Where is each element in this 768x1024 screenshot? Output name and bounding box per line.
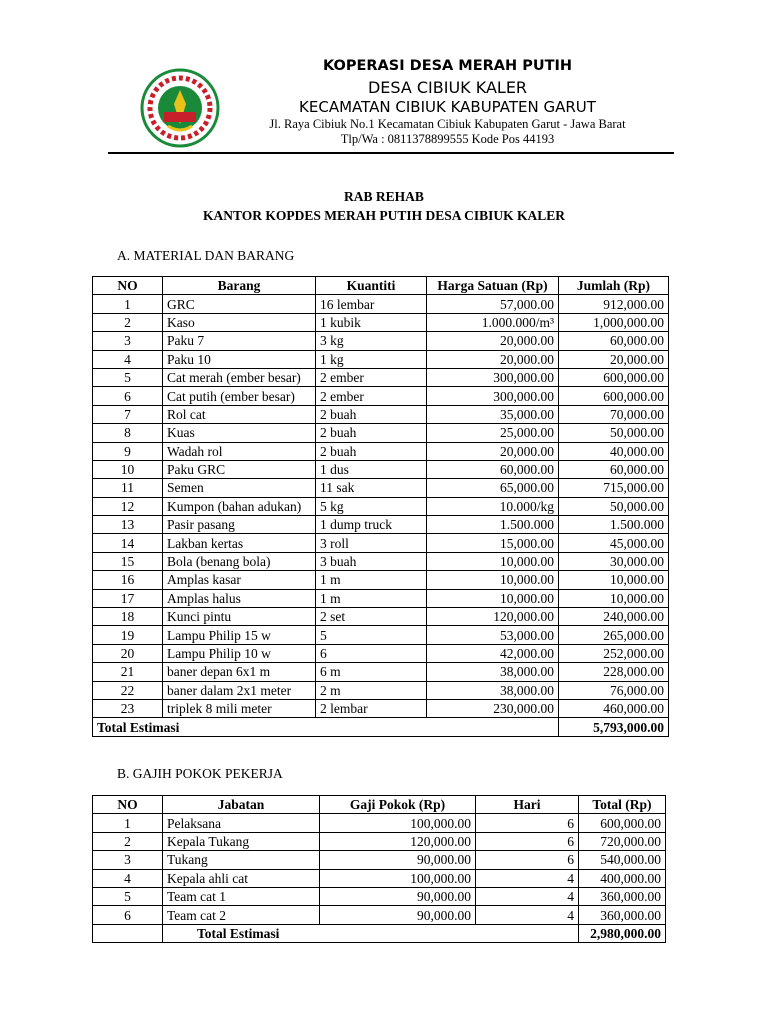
table-cell: 300,000.00	[427, 368, 559, 386]
total-label: Total Estimasi	[163, 924, 579, 942]
table-row	[93, 626, 669, 644]
table-cell: 600,000.00	[559, 387, 669, 405]
table-cell: 22	[93, 681, 163, 699]
table-row	[93, 295, 669, 313]
table-cell: 38,000.00	[427, 681, 559, 699]
table-cell: 2 buah	[316, 405, 427, 423]
table-cell: 20,000.00	[427, 350, 559, 368]
table-cell: 1.500.000	[559, 516, 669, 534]
table-row	[93, 869, 666, 887]
table-cell: 2 buah	[316, 424, 427, 442]
table-cell: 50,000.00	[559, 424, 669, 442]
table-cell: 10,000.00	[427, 571, 559, 589]
table-cell: 4	[93, 350, 163, 368]
table-cell: 6	[316, 644, 427, 662]
table-cell: 6	[93, 387, 163, 405]
table-cell: Cat putih (ember besar)	[163, 387, 316, 405]
section-b-heading: B. GAJIH POKOK PEKERJA	[117, 766, 283, 781]
table-cell: 3	[93, 332, 163, 350]
table-cell: 42,000.00	[427, 644, 559, 662]
table-cell: 11 sak	[316, 479, 427, 497]
table-cell: 21	[93, 663, 163, 681]
table-row	[93, 571, 669, 589]
total-value: 2,980,000.00	[579, 924, 666, 942]
table-cell: Kuas	[163, 424, 316, 442]
table-cell: 17	[93, 589, 163, 607]
table-cell: 1 m	[316, 589, 427, 607]
table-cell: 5	[93, 368, 163, 386]
table-cell: 1 dus	[316, 460, 427, 478]
table-cell: 90,000.00	[320, 851, 476, 869]
col-header: Total (Rp)	[579, 796, 666, 814]
table-cell: 57,000.00	[427, 295, 559, 313]
table-row	[93, 332, 669, 350]
table-cell: 50,000.00	[559, 497, 669, 515]
table-cell: 25,000.00	[427, 424, 559, 442]
total-row	[93, 718, 669, 736]
table-cell: 35,000.00	[427, 405, 559, 423]
table-cell: Lakban kertas	[163, 534, 316, 552]
table-cell: 23	[93, 699, 163, 717]
table-row	[93, 589, 669, 607]
table-row	[93, 887, 666, 905]
org-name: KOPERASI DESA MERAH PUTIH	[322, 58, 573, 74]
table-cell: 1.000.000/m³	[427, 313, 559, 331]
table-row	[93, 552, 669, 570]
table-row	[93, 424, 669, 442]
table-row	[93, 460, 669, 478]
table-cell: 13	[93, 516, 163, 534]
table-cell: Team cat 1	[163, 887, 320, 905]
empty-cell	[93, 924, 163, 942]
table-cell: 5 kg	[316, 497, 427, 515]
table-cell: Amplas kasar	[163, 571, 316, 589]
col-header: Barang	[163, 277, 316, 295]
table-row	[93, 663, 669, 681]
table-cell: 6	[476, 832, 579, 850]
table-cell: 460,000.00	[559, 699, 669, 717]
col-header: Jumlah (Rp)	[559, 277, 669, 295]
table-cell: 53,000.00	[427, 626, 559, 644]
table-cell: 16	[93, 571, 163, 589]
table-cell: Kepala ahli cat	[163, 869, 320, 887]
table-cell: 20,000.00	[559, 350, 669, 368]
table-row	[93, 387, 669, 405]
table-cell: baner dalam 2x1 meter	[163, 681, 316, 699]
table-header-row	[93, 277, 669, 295]
table-cell: 60,000.00	[559, 332, 669, 350]
table-cell: 30,000.00	[559, 552, 669, 570]
table-row	[93, 814, 666, 832]
section-a-heading: A. MATERIAL DAN BARANG	[117, 248, 295, 263]
table-cell: 2 buah	[316, 442, 427, 460]
table-cell: 38,000.00	[427, 663, 559, 681]
table-cell: 1 kubik	[316, 313, 427, 331]
table-cell: 2	[93, 832, 163, 850]
table-cell: triplek 8 mili meter	[163, 699, 316, 717]
table-row	[93, 368, 669, 386]
table-cell: 2 set	[316, 608, 427, 626]
table-cell: Paku 10	[163, 350, 316, 368]
table-cell: 65,000.00	[427, 479, 559, 497]
table-row	[93, 405, 669, 423]
table-cell: 6	[476, 814, 579, 832]
table-cell: 14	[93, 534, 163, 552]
table-cell: 912,000.00	[559, 295, 669, 313]
table-cell: 1 m	[316, 571, 427, 589]
doc-subtitle: KANTOR KOPDES MERAH PUTIH DESA CIBIUK KALER	[202, 208, 566, 223]
table-cell: 240,000.00	[559, 608, 669, 626]
table-row	[93, 906, 666, 924]
table-cell: 45,000.00	[559, 534, 669, 552]
table-cell: 3	[93, 851, 163, 869]
material-table	[92, 276, 669, 737]
table-cell: 20	[93, 644, 163, 662]
table-cell: 2	[93, 313, 163, 331]
table-cell: 300,000.00	[427, 387, 559, 405]
table-cell: 10,000.00	[427, 589, 559, 607]
table-cell: 70,000.00	[559, 405, 669, 423]
table-cell: GRC	[163, 295, 316, 313]
table-header-row	[93, 796, 666, 814]
table-cell: 1.500.000	[427, 516, 559, 534]
table-cell: 120,000.00	[427, 608, 559, 626]
table-cell: 3 buah	[316, 552, 427, 570]
table-cell: 5	[93, 887, 163, 905]
table-cell: 20,000.00	[427, 442, 559, 460]
table-cell: 90,000.00	[320, 906, 476, 924]
district-name: KECAMATAN CIBIUK KABUPATEN GARUT	[299, 98, 596, 116]
table-cell: Paku 7	[163, 332, 316, 350]
table-cell: 60,000.00	[427, 460, 559, 478]
table-row	[93, 608, 669, 626]
table-cell: 2 ember	[316, 368, 427, 386]
table-cell: 9	[93, 442, 163, 460]
col-header: Harga Satuan (Rp)	[427, 277, 559, 295]
table-cell: 1 dump truck	[316, 516, 427, 534]
table-cell: 8	[93, 424, 163, 442]
table-cell: 600,000.00	[579, 814, 666, 832]
table-cell: 1,000,000.00	[559, 313, 669, 331]
table-cell: 20,000.00	[427, 332, 559, 350]
table-cell: Pelaksana	[163, 814, 320, 832]
table-row	[93, 534, 669, 552]
table-row	[93, 644, 669, 662]
table-row	[93, 851, 666, 869]
table-row	[93, 442, 669, 460]
salary-table	[92, 795, 666, 943]
table-row	[93, 479, 669, 497]
table-row	[93, 681, 669, 699]
table-cell: 10,000.00	[559, 589, 669, 607]
table-cell: 2 lembar	[316, 699, 427, 717]
table-row	[93, 832, 666, 850]
table-cell: Lampu Philip 10 w	[163, 644, 316, 662]
table-cell: 15	[93, 552, 163, 570]
table-row	[93, 313, 669, 331]
contact-line: Tlp/Wa : 0811378899555 Kode Pos 44193	[340, 132, 555, 146]
table-cell: 12	[93, 497, 163, 515]
table-cell: 228,000.00	[559, 663, 669, 681]
table-cell: Lampu Philip 15 w	[163, 626, 316, 644]
table-cell: 2 ember	[316, 387, 427, 405]
table-cell: 10	[93, 460, 163, 478]
table-row	[93, 350, 669, 368]
col-header: Kuantiti	[316, 277, 427, 295]
table-cell: 5	[316, 626, 427, 644]
col-header: Jabatan	[163, 796, 320, 814]
table-cell: 7	[93, 405, 163, 423]
table-cell: Kaso	[163, 313, 316, 331]
col-header: NO	[93, 277, 163, 295]
table-cell: 540,000.00	[579, 851, 666, 869]
table-cell: Kumpon (bahan adukan)	[163, 497, 316, 515]
table-cell: 6	[93, 906, 163, 924]
koperasi-logo	[140, 68, 220, 148]
table-cell: 720,000.00	[579, 832, 666, 850]
table-cell: 230,000.00	[427, 699, 559, 717]
table-cell: Amplas halus	[163, 589, 316, 607]
table-cell: Semen	[163, 479, 316, 497]
table-cell: Kunci pintu	[163, 608, 316, 626]
table-cell: 6 m	[316, 663, 427, 681]
total-value: 5,793,000.00	[559, 718, 669, 736]
table-cell: 4	[476, 869, 579, 887]
table-cell: 4	[476, 906, 579, 924]
table-cell: 400,000.00	[579, 869, 666, 887]
table-cell: 1 kg	[316, 350, 427, 368]
header-divider	[108, 152, 674, 154]
table-cell: 1	[93, 295, 163, 313]
total-row	[93, 924, 666, 942]
address-line: Jl. Raya Cibiuk No.1 Kecamatan Cibiuk Kabupaten Garut - Jawa Barat	[269, 117, 626, 131]
table-cell: baner depan 6x1 m	[163, 663, 316, 681]
table-cell: Pasir pasang	[163, 516, 316, 534]
col-header: Hari	[476, 796, 579, 814]
table-cell: 40,000.00	[559, 442, 669, 460]
table-cell: 600,000.00	[559, 368, 669, 386]
table-cell: 252,000.00	[559, 644, 669, 662]
table-cell: 3 kg	[316, 332, 427, 350]
table-cell: 16 lembar	[316, 295, 427, 313]
table-cell: 360,000.00	[579, 906, 666, 924]
table-cell: 11	[93, 479, 163, 497]
table-cell: 10,000.00	[559, 571, 669, 589]
table-cell: Bola (benang bola)	[163, 552, 316, 570]
table-cell: 3 roll	[316, 534, 427, 552]
table-cell: Rol cat	[163, 405, 316, 423]
table-cell: Paku GRC	[163, 460, 316, 478]
village-name: DESA CIBIUK KALER	[367, 78, 528, 97]
table-row	[93, 699, 669, 717]
col-header: Gaji Pokok (Rp)	[320, 796, 476, 814]
table-cell: 265,000.00	[559, 626, 669, 644]
table-cell: Tukang	[163, 851, 320, 869]
table-cell: 4	[476, 887, 579, 905]
table-cell: 10.000/kg	[427, 497, 559, 515]
table-cell: Wadah rol	[163, 442, 316, 460]
table-cell: 19	[93, 626, 163, 644]
table-cell: 6	[476, 851, 579, 869]
table-cell: 1	[93, 814, 163, 832]
col-header: NO	[93, 796, 163, 814]
table-cell: 15,000.00	[427, 534, 559, 552]
doc-title: RAB REHAB	[344, 189, 424, 204]
total-label: Total Estimasi	[93, 718, 559, 736]
table-cell: 60,000.00	[559, 460, 669, 478]
table-cell: 715,000.00	[559, 479, 669, 497]
table-cell: 18	[93, 608, 163, 626]
table-cell: Team cat 2	[163, 906, 320, 924]
table-cell: 100,000.00	[320, 869, 476, 887]
table-cell: Cat merah (ember besar)	[163, 368, 316, 386]
table-cell: 4	[93, 869, 163, 887]
table-cell: 2 m	[316, 681, 427, 699]
table-cell: Kepala Tukang	[163, 832, 320, 850]
table-cell: 90,000.00	[320, 887, 476, 905]
table-row	[93, 516, 669, 534]
table-cell: 10,000.00	[427, 552, 559, 570]
table-cell: 120,000.00	[320, 832, 476, 850]
table-cell: 100,000.00	[320, 814, 476, 832]
table-cell: 76,000.00	[559, 681, 669, 699]
table-row	[93, 497, 669, 515]
table-cell: 360,000.00	[579, 887, 666, 905]
